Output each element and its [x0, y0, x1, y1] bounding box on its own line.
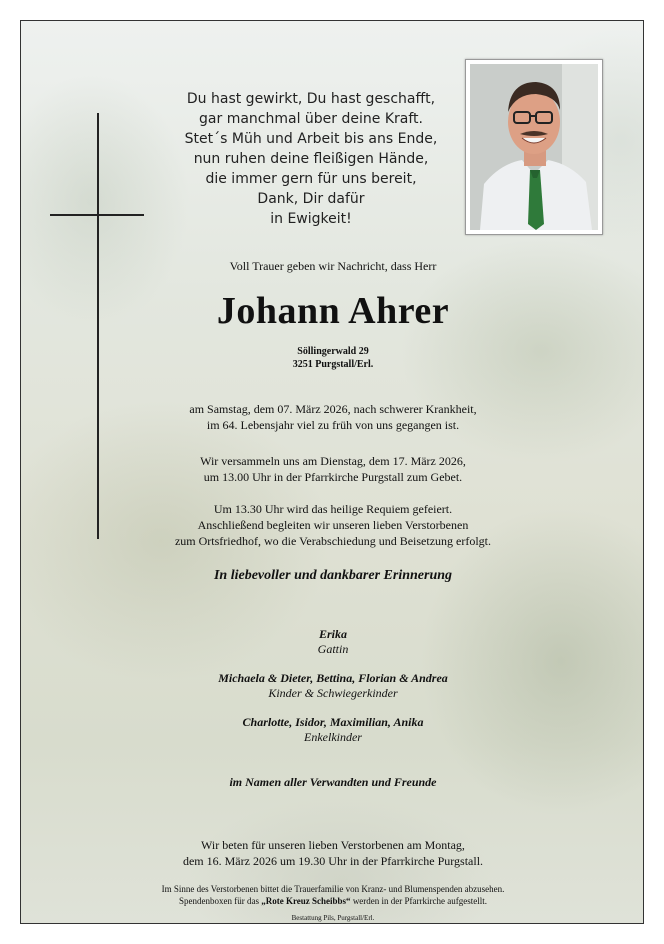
- donation-suffix: werden in der Pfarrkirche aufgestellt.: [350, 896, 488, 906]
- donation-notice: [21, 883, 644, 907]
- family-member-children: [21, 671, 644, 701]
- prayer-line: dem 16. März 2026 um 19.30 Uhr in der Pfarrkirche Purgstall.: [182, 854, 484, 868]
- requiem-line: zum Ortsfriedhof, wo die Verabschiedung und Beisetzung erfolgt.: [174, 534, 492, 548]
- death-line: im 64. Lebensjahr viel zu früh von uns gegangen ist.: [206, 418, 460, 432]
- poem-line: nun ruhen deine fleißigen Hände,: [193, 151, 429, 167]
- intro-text: Voll Trauer geben wir Nachricht, dass Herr: [229, 259, 437, 273]
- poem: [161, 89, 461, 229]
- family-role: Enkelkinder: [304, 730, 362, 744]
- address-street: Söllingerwald 29: [297, 346, 369, 357]
- donation-line: [21, 895, 644, 907]
- poem-line: Du hast gewirkt, Du hast geschafft,: [186, 91, 436, 107]
- requiem-line: Um 13.30 Uhr wird das heilige Requiem gefeiert.: [213, 502, 453, 516]
- death-line: am Samstag, dem 07. März 2026, nach schwerer Krankheit,: [189, 402, 477, 416]
- relatives-line: im Namen aller Verwandten und Freunde: [229, 775, 437, 789]
- undertaker: Bestattung Pils, Purgstall/Erl.: [291, 914, 375, 922]
- death-notice: [21, 401, 644, 433]
- donation-prefix: Spendenboxen für das: [178, 896, 262, 906]
- poem-line: in Ewigkeit!: [270, 211, 352, 227]
- portrait-frame: [465, 59, 603, 235]
- prayer-line: Wir beten für unseren lieben Verstorbenen am Montag,: [201, 838, 465, 852]
- gathering-line: Wir versammeln uns am Dienstag, dem 17. März 2026,: [200, 454, 466, 468]
- family-role: Gattin: [317, 642, 349, 656]
- family-names: Charlotte, Isidor, Maximilian, Anika: [242, 715, 424, 729]
- poem-line: die immer gern für uns bereit,: [205, 171, 417, 187]
- family-member-spouse: [21, 627, 644, 657]
- poem-line: gar manchmal über deine Kraft.: [199, 111, 423, 127]
- family-names: Michaela & Dieter, Bettina, Florian & Andrea: [218, 671, 448, 685]
- portrait-illustration: [470, 64, 598, 230]
- requiem-line: Anschließend begleiten wir unseren lieben Verstorbenen: [197, 518, 469, 532]
- donation-organisation: „Rote Kreuz Scheibbs“: [261, 896, 351, 906]
- requiem-notice: [21, 501, 644, 549]
- family-names: Erika: [318, 627, 347, 641]
- rosary-notice: [21, 837, 644, 869]
- deceased-name: Johann Ahrer: [216, 290, 450, 332]
- family-member-grandchildren: [21, 715, 644, 745]
- obituary-page: [20, 20, 644, 924]
- poem-line: Dank, Dir dafür: [257, 191, 365, 207]
- portrait-photo: [470, 64, 598, 230]
- donation-line: Im Sinne des Verstorbenen bittet die Trauerfamilie von Kranz- und Blumenspenden abzusehen.: [161, 884, 505, 894]
- family-role: Kinder & Schwiegerkinder: [268, 686, 398, 700]
- memory-heading: In liebevoller und dankbarer Erinnerung: [213, 568, 453, 583]
- prayer-gathering: [21, 453, 644, 485]
- cross-horizontal-bar: [50, 214, 144, 216]
- gathering-line: um 13.00 Uhr in der Pfarrkirche Purgstall zum Gebet.: [203, 470, 463, 484]
- address: [21, 345, 644, 371]
- poem-line: Stet´s Müh und Arbeit bis ans Ende,: [184, 131, 438, 147]
- address-town: 3251 Purgstall/Erl.: [292, 359, 374, 370]
